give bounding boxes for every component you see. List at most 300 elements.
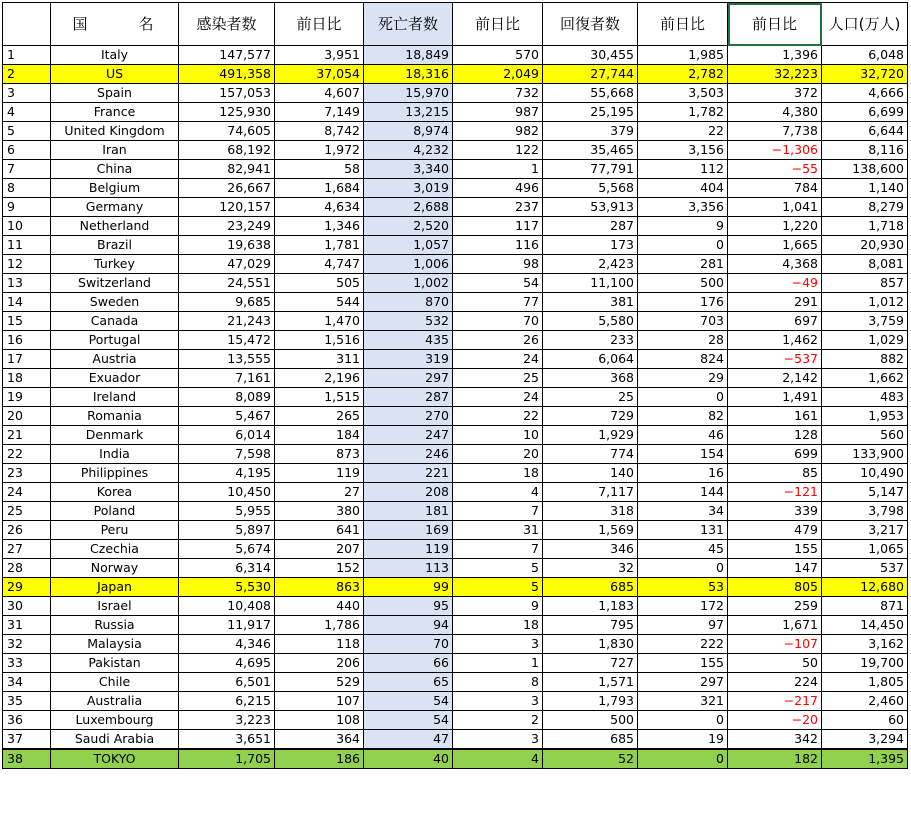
cell-population[interactable]: 3,162 <box>822 635 908 654</box>
cell-recovered[interactable]: 35,465 <box>543 141 638 160</box>
cell-country-name[interactable]: Chile <box>51 673 179 692</box>
cell-recovered[interactable]: 5,580 <box>543 312 638 331</box>
cell-deaths[interactable]: 181 <box>364 502 453 521</box>
cell-row-index[interactable]: 1 <box>3 46 51 65</box>
cell-change[interactable]: 7,738 <box>728 122 822 141</box>
cell-deaths-change[interactable]: 5 <box>453 578 543 597</box>
cell-recovered-change[interactable]: 500 <box>638 274 728 293</box>
cell-population[interactable]: 3,294 <box>822 730 908 750</box>
cell-recovered[interactable]: 1,830 <box>543 635 638 654</box>
cell-change[interactable]: −121 <box>728 483 822 502</box>
cell-deaths[interactable]: 95 <box>364 597 453 616</box>
cell-recovered[interactable]: 7,117 <box>543 483 638 502</box>
cell-recovered-change[interactable]: 703 <box>638 312 728 331</box>
cell-infected-change[interactable]: 863 <box>275 578 364 597</box>
cell-recovered-change[interactable]: 131 <box>638 521 728 540</box>
cell-deaths-change[interactable]: 24 <box>453 350 543 369</box>
cell-change[interactable]: −20 <box>728 711 822 730</box>
cell-infected-change[interactable]: 27 <box>275 483 364 502</box>
cell-infected[interactable]: 6,014 <box>179 426 275 445</box>
cell-population[interactable]: 3,217 <box>822 521 908 540</box>
cell-row-index[interactable]: 30 <box>3 597 51 616</box>
cell-recovered[interactable]: 52 <box>543 749 638 769</box>
cell-recovered-change[interactable]: 53 <box>638 578 728 597</box>
cell-infected[interactable]: 21,243 <box>179 312 275 331</box>
cell-change[interactable]: 784 <box>728 179 822 198</box>
cell-population[interactable]: 60 <box>822 711 908 730</box>
cell-infected-change[interactable]: 641 <box>275 521 364 540</box>
cell-recovered-change[interactable]: 3,156 <box>638 141 728 160</box>
cell-population[interactable]: 2,460 <box>822 692 908 711</box>
cell-deaths-change[interactable]: 4 <box>453 749 543 769</box>
cell-country-name[interactable]: Australia <box>51 692 179 711</box>
header-recovered[interactable]: 回復者数 <box>543 3 638 46</box>
cell-population[interactable]: 3,798 <box>822 502 908 521</box>
cell-infected[interactable]: 157,053 <box>179 84 275 103</box>
header-country-name[interactable]: 国 名 <box>51 3 179 46</box>
cell-infected[interactable]: 5,467 <box>179 407 275 426</box>
cell-row-index[interactable]: 38 <box>3 749 51 769</box>
cell-row-index[interactable]: 16 <box>3 331 51 350</box>
cell-population[interactable]: 8,279 <box>822 198 908 217</box>
cell-deaths-change[interactable]: 496 <box>453 179 543 198</box>
cell-infected[interactable]: 10,450 <box>179 483 275 502</box>
cell-row-index[interactable]: 13 <box>3 274 51 293</box>
cell-population[interactable]: 3,759 <box>822 312 908 331</box>
cell-recovered-change[interactable]: 112 <box>638 160 728 179</box>
cell-recovered-change[interactable]: 172 <box>638 597 728 616</box>
cell-infected-change[interactable]: 380 <box>275 502 364 521</box>
cell-country-name[interactable]: India <box>51 445 179 464</box>
cell-population[interactable]: 6,699 <box>822 103 908 122</box>
cell-row-index[interactable]: 25 <box>3 502 51 521</box>
cell-infected[interactable]: 7,161 <box>179 369 275 388</box>
cell-infected-change[interactable]: 2,196 <box>275 369 364 388</box>
cell-deaths[interactable]: 40 <box>364 749 453 769</box>
cell-country-name[interactable]: Exuador <box>51 369 179 388</box>
cell-row-index[interactable]: 21 <box>3 426 51 445</box>
cell-deaths[interactable]: 66 <box>364 654 453 673</box>
cell-deaths-change[interactable]: 7 <box>453 540 543 559</box>
cell-infected-change[interactable]: 37,054 <box>275 65 364 84</box>
cell-deaths-change[interactable]: 2,049 <box>453 65 543 84</box>
cell-change[interactable]: 128 <box>728 426 822 445</box>
cell-deaths-change[interactable]: 10 <box>453 426 543 445</box>
header-change-selected-cell[interactable]: 前日比 <box>728 3 822 46</box>
cell-deaths-change[interactable]: 987 <box>453 103 543 122</box>
cell-deaths-change[interactable]: 982 <box>453 122 543 141</box>
cell-deaths[interactable]: 119 <box>364 540 453 559</box>
cell-deaths-change[interactable]: 1 <box>453 160 543 179</box>
cell-deaths-change[interactable]: 570 <box>453 46 543 65</box>
cell-deaths-change[interactable]: 31 <box>453 521 543 540</box>
cell-infected-change[interactable]: 119 <box>275 464 364 483</box>
cell-recovered-change[interactable]: 297 <box>638 673 728 692</box>
cell-country-name[interactable]: Israel <box>51 597 179 616</box>
cell-recovered-change[interactable]: 281 <box>638 255 728 274</box>
cell-country-name[interactable]: Spain <box>51 84 179 103</box>
cell-infected[interactable]: 8,089 <box>179 388 275 407</box>
cell-infected[interactable]: 491,358 <box>179 65 275 84</box>
cell-recovered-change[interactable]: 222 <box>638 635 728 654</box>
cell-population[interactable]: 32,720 <box>822 65 908 84</box>
cell-deaths[interactable]: 13,215 <box>364 103 453 122</box>
cell-recovered[interactable]: 173 <box>543 236 638 255</box>
cell-deaths[interactable]: 8,974 <box>364 122 453 141</box>
cell-infected[interactable]: 24,551 <box>179 274 275 293</box>
cell-infected[interactable]: 4,346 <box>179 635 275 654</box>
cell-deaths[interactable]: 1,006 <box>364 255 453 274</box>
cell-recovered[interactable]: 55,668 <box>543 84 638 103</box>
cell-country-name[interactable]: Ireland <box>51 388 179 407</box>
cell-change[interactable]: 85 <box>728 464 822 483</box>
cell-row-index[interactable]: 11 <box>3 236 51 255</box>
cell-infected[interactable]: 147,577 <box>179 46 275 65</box>
cell-change[interactable]: 1,041 <box>728 198 822 217</box>
cell-recovered[interactable]: 368 <box>543 369 638 388</box>
cell-infected-change[interactable]: 311 <box>275 350 364 369</box>
cell-deaths-change[interactable]: 5 <box>453 559 543 578</box>
cell-recovered[interactable]: 30,455 <box>543 46 638 65</box>
cell-infected-change[interactable]: 1,515 <box>275 388 364 407</box>
cell-country-name[interactable]: Brazil <box>51 236 179 255</box>
cell-infected[interactable]: 4,195 <box>179 464 275 483</box>
cell-deaths-change[interactable]: 3 <box>453 692 543 711</box>
cell-recovered-change[interactable]: 824 <box>638 350 728 369</box>
cell-recovered-change[interactable]: 2,782 <box>638 65 728 84</box>
cell-recovered-change[interactable]: 34 <box>638 502 728 521</box>
cell-change[interactable]: 182 <box>728 749 822 769</box>
cell-infected-change[interactable]: 207 <box>275 540 364 559</box>
cell-deaths[interactable]: 99 <box>364 578 453 597</box>
cell-recovered[interactable]: 1,569 <box>543 521 638 540</box>
cell-recovered[interactable]: 27,744 <box>543 65 638 84</box>
cell-recovered[interactable]: 381 <box>543 293 638 312</box>
cell-deaths[interactable]: 2,520 <box>364 217 453 236</box>
header-deaths-change[interactable]: 前日比 <box>453 3 543 46</box>
cell-recovered[interactable]: 500 <box>543 711 638 730</box>
cell-recovered[interactable]: 53,913 <box>543 198 638 217</box>
cell-recovered[interactable]: 1,793 <box>543 692 638 711</box>
cell-recovered-change[interactable]: 19 <box>638 730 728 750</box>
cell-recovered-change[interactable]: 155 <box>638 654 728 673</box>
cell-infected-change[interactable]: 3,951 <box>275 46 364 65</box>
cell-recovered[interactable]: 727 <box>543 654 638 673</box>
cell-recovered-change[interactable]: 1,985 <box>638 46 728 65</box>
cell-deaths[interactable]: 113 <box>364 559 453 578</box>
cell-infected-change[interactable]: 7,149 <box>275 103 364 122</box>
cell-row-index[interactable]: 37 <box>3 730 51 750</box>
cell-population[interactable]: 1,662 <box>822 369 908 388</box>
cell-deaths-change[interactable]: 26 <box>453 331 543 350</box>
cell-infected[interactable]: 11,917 <box>179 616 275 635</box>
cell-deaths-change[interactable]: 9 <box>453 597 543 616</box>
cell-deaths[interactable]: 270 <box>364 407 453 426</box>
cell-deaths[interactable]: 3,019 <box>364 179 453 198</box>
cell-country-name[interactable]: United Kingdom <box>51 122 179 141</box>
cell-country-name[interactable]: Portugal <box>51 331 179 350</box>
cell-country-name[interactable]: Turkey <box>51 255 179 274</box>
cell-country-name[interactable]: Russia <box>51 616 179 635</box>
cell-row-index[interactable]: 18 <box>3 369 51 388</box>
cell-infected-change[interactable]: 118 <box>275 635 364 654</box>
cell-recovered[interactable]: 729 <box>543 407 638 426</box>
cell-deaths-change[interactable]: 2 <box>453 711 543 730</box>
cell-population[interactable]: 6,644 <box>822 122 908 141</box>
cell-row-index[interactable]: 22 <box>3 445 51 464</box>
cell-deaths[interactable]: 4,232 <box>364 141 453 160</box>
header-recovered-change[interactable]: 前日比 <box>638 3 728 46</box>
cell-infected[interactable]: 10,408 <box>179 597 275 616</box>
cell-infected[interactable]: 6,501 <box>179 673 275 692</box>
cell-row-index[interactable]: 17 <box>3 350 51 369</box>
cell-population[interactable]: 1,395 <box>822 749 908 769</box>
cell-infected[interactable]: 26,667 <box>179 179 275 198</box>
cell-infected-change[interactable]: 8,742 <box>275 122 364 141</box>
cell-recovered[interactable]: 77,791 <box>543 160 638 179</box>
header-deaths[interactable]: 死亡者数 <box>364 3 453 46</box>
cell-country-name[interactable]: Peru <box>51 521 179 540</box>
cell-infected-change[interactable]: 4,607 <box>275 84 364 103</box>
cell-country-name[interactable]: France <box>51 103 179 122</box>
cell-row-index[interactable]: 8 <box>3 179 51 198</box>
cell-deaths-change[interactable]: 3 <box>453 730 543 750</box>
cell-infected[interactable]: 82,941 <box>179 160 275 179</box>
cell-population[interactable]: 1,718 <box>822 217 908 236</box>
cell-country-name[interactable]: Denmark <box>51 426 179 445</box>
cell-deaths[interactable]: 435 <box>364 331 453 350</box>
cell-recovered[interactable]: 774 <box>543 445 638 464</box>
cell-recovered-change[interactable]: 154 <box>638 445 728 464</box>
cell-change[interactable]: 32,223 <box>728 65 822 84</box>
cell-country-name[interactable]: Sweden <box>51 293 179 312</box>
cell-recovered-change[interactable]: 0 <box>638 559 728 578</box>
cell-change[interactable]: 699 <box>728 445 822 464</box>
cell-change[interactable]: 1,491 <box>728 388 822 407</box>
header-infected-change[interactable]: 前日比 <box>275 3 364 46</box>
header-infected[interactable]: 感染者数 <box>179 3 275 46</box>
cell-population[interactable]: 8,116 <box>822 141 908 160</box>
cell-deaths[interactable]: 47 <box>364 730 453 750</box>
cell-country-name[interactable]: Czechia <box>51 540 179 559</box>
cell-recovered[interactable]: 795 <box>543 616 638 635</box>
cell-country-name[interactable]: Germany <box>51 198 179 217</box>
cell-change[interactable]: 1,665 <box>728 236 822 255</box>
cell-population[interactable]: 560 <box>822 426 908 445</box>
cell-deaths[interactable]: 2,688 <box>364 198 453 217</box>
cell-country-name[interactable]: Saudi Arabia <box>51 730 179 750</box>
cell-row-index[interactable]: 19 <box>3 388 51 407</box>
cell-deaths[interactable]: 247 <box>364 426 453 445</box>
cell-country-name[interactable]: Philippines <box>51 464 179 483</box>
cell-recovered-change[interactable]: 0 <box>638 388 728 407</box>
cell-infected[interactable]: 19,638 <box>179 236 275 255</box>
cell-row-index[interactable]: 32 <box>3 635 51 654</box>
cell-deaths[interactable]: 54 <box>364 711 453 730</box>
cell-recovered[interactable]: 233 <box>543 331 638 350</box>
cell-recovered[interactable]: 1,571 <box>543 673 638 692</box>
cell-infected[interactable]: 47,029 <box>179 255 275 274</box>
cell-infected-change[interactable]: 1,470 <box>275 312 364 331</box>
cell-country-name[interactable]: Romania <box>51 407 179 426</box>
cell-population[interactable]: 1,140 <box>822 179 908 198</box>
cell-deaths[interactable]: 287 <box>364 388 453 407</box>
cell-recovered[interactable]: 32 <box>543 559 638 578</box>
cell-country-name[interactable]: China <box>51 160 179 179</box>
cell-deaths-change[interactable]: 117 <box>453 217 543 236</box>
cell-recovered[interactable]: 140 <box>543 464 638 483</box>
cell-infected[interactable]: 6,215 <box>179 692 275 711</box>
cell-deaths-change[interactable]: 7 <box>453 502 543 521</box>
cell-row-index[interactable]: 33 <box>3 654 51 673</box>
cell-infected-change[interactable]: 529 <box>275 673 364 692</box>
cell-infected[interactable]: 5,530 <box>179 578 275 597</box>
cell-population[interactable]: 5,147 <box>822 483 908 502</box>
cell-deaths-change[interactable]: 3 <box>453 635 543 654</box>
cell-population[interactable]: 14,450 <box>822 616 908 635</box>
cell-row-index[interactable]: 34 <box>3 673 51 692</box>
cell-infected[interactable]: 1,705 <box>179 749 275 769</box>
cell-change[interactable]: 372 <box>728 84 822 103</box>
cell-change[interactable]: 697 <box>728 312 822 331</box>
cell-population[interactable]: 4,666 <box>822 84 908 103</box>
cell-row-index[interactable]: 5 <box>3 122 51 141</box>
cell-change[interactable]: 259 <box>728 597 822 616</box>
cell-row-index[interactable]: 10 <box>3 217 51 236</box>
cell-infected[interactable]: 5,897 <box>179 521 275 540</box>
cell-recovered[interactable]: 5,568 <box>543 179 638 198</box>
cell-recovered[interactable]: 287 <box>543 217 638 236</box>
cell-infected[interactable]: 23,249 <box>179 217 275 236</box>
cell-deaths[interactable]: 297 <box>364 369 453 388</box>
cell-change[interactable]: 1,396 <box>728 46 822 65</box>
cell-infected-change[interactable]: 58 <box>275 160 364 179</box>
cell-recovered-change[interactable]: 3,503 <box>638 84 728 103</box>
cell-row-index[interactable]: 24 <box>3 483 51 502</box>
cell-population[interactable]: 1,065 <box>822 540 908 559</box>
cell-row-index[interactable]: 29 <box>3 578 51 597</box>
cell-row-index[interactable]: 14 <box>3 293 51 312</box>
cell-change[interactable]: −55 <box>728 160 822 179</box>
cell-recovered-change[interactable]: 1,782 <box>638 103 728 122</box>
cell-deaths[interactable]: 532 <box>364 312 453 331</box>
cell-deaths[interactable]: 18,849 <box>364 46 453 65</box>
cell-change[interactable]: 805 <box>728 578 822 597</box>
cell-recovered-change[interactable]: 0 <box>638 749 728 769</box>
cell-country-name[interactable]: Japan <box>51 578 179 597</box>
cell-infected[interactable]: 120,157 <box>179 198 275 217</box>
cell-recovered[interactable]: 685 <box>543 578 638 597</box>
cell-change[interactable]: −49 <box>728 274 822 293</box>
cell-infected-change[interactable]: 107 <box>275 692 364 711</box>
cell-deaths-change[interactable]: 116 <box>453 236 543 255</box>
cell-infected[interactable]: 3,651 <box>179 730 275 750</box>
cell-deaths[interactable]: 319 <box>364 350 453 369</box>
cell-deaths[interactable]: 18,316 <box>364 65 453 84</box>
cell-infected-change[interactable]: 4,634 <box>275 198 364 217</box>
cell-deaths-change[interactable]: 18 <box>453 464 543 483</box>
cell-change[interactable]: 1,462 <box>728 331 822 350</box>
cell-infected-change[interactable]: 108 <box>275 711 364 730</box>
cell-infected-change[interactable]: 1,346 <box>275 217 364 236</box>
cell-recovered[interactable]: 318 <box>543 502 638 521</box>
cell-infected-change[interactable]: 873 <box>275 445 364 464</box>
cell-deaths-change[interactable]: 98 <box>453 255 543 274</box>
cell-row-index[interactable]: 20 <box>3 407 51 426</box>
cell-country-name[interactable]: Malaysia <box>51 635 179 654</box>
cell-infected[interactable]: 13,555 <box>179 350 275 369</box>
cell-infected-change[interactable]: 1,516 <box>275 331 364 350</box>
cell-row-index[interactable]: 23 <box>3 464 51 483</box>
cell-deaths-change[interactable]: 70 <box>453 312 543 331</box>
cell-change[interactable]: 4,368 <box>728 255 822 274</box>
cell-row-index[interactable]: 15 <box>3 312 51 331</box>
cell-recovered-change[interactable]: 45 <box>638 540 728 559</box>
cell-change[interactable]: 339 <box>728 502 822 521</box>
cell-infected[interactable]: 15,472 <box>179 331 275 350</box>
cell-population[interactable]: 20,930 <box>822 236 908 255</box>
cell-change[interactable]: 4,380 <box>728 103 822 122</box>
cell-deaths-change[interactable]: 24 <box>453 388 543 407</box>
cell-population[interactable]: 537 <box>822 559 908 578</box>
cell-country-name[interactable]: Poland <box>51 502 179 521</box>
cell-population[interactable]: 6,048 <box>822 46 908 65</box>
cell-recovered-change[interactable]: 29 <box>638 369 728 388</box>
cell-recovered-change[interactable]: 176 <box>638 293 728 312</box>
cell-recovered-change[interactable]: 3,356 <box>638 198 728 217</box>
cell-row-index[interactable]: 12 <box>3 255 51 274</box>
cell-deaths-change[interactable]: 237 <box>453 198 543 217</box>
cell-country-name[interactable]: Italy <box>51 46 179 65</box>
cell-infected-change[interactable]: 265 <box>275 407 364 426</box>
cell-recovered[interactable]: 11,100 <box>543 274 638 293</box>
cell-recovered[interactable]: 2,423 <box>543 255 638 274</box>
cell-row-index[interactable]: 31 <box>3 616 51 635</box>
cell-infected-change[interactable]: 544 <box>275 293 364 312</box>
cell-country-name[interactable]: Norway <box>51 559 179 578</box>
cell-population[interactable]: 19,700 <box>822 654 908 673</box>
cell-change[interactable]: −107 <box>728 635 822 654</box>
cell-deaths-change[interactable]: 122 <box>453 141 543 160</box>
cell-recovered-change[interactable]: 82 <box>638 407 728 426</box>
cell-deaths[interactable]: 65 <box>364 673 453 692</box>
cell-deaths-change[interactable]: 732 <box>453 84 543 103</box>
cell-row-index[interactable]: 6 <box>3 141 51 160</box>
cell-recovered-change[interactable]: 0 <box>638 711 728 730</box>
cell-recovered-change[interactable]: 46 <box>638 426 728 445</box>
cell-country-name[interactable]: Belgium <box>51 179 179 198</box>
cell-infected[interactable]: 5,674 <box>179 540 275 559</box>
cell-infected[interactable]: 5,955 <box>179 502 275 521</box>
cell-infected-change[interactable]: 152 <box>275 559 364 578</box>
header-index[interactable] <box>3 3 51 46</box>
cell-country-name[interactable]: Luxembourg <box>51 711 179 730</box>
cell-recovered[interactable]: 346 <box>543 540 638 559</box>
cell-population[interactable]: 10,490 <box>822 464 908 483</box>
cell-infected[interactable]: 3,223 <box>179 711 275 730</box>
cell-change[interactable]: 224 <box>728 673 822 692</box>
cell-recovered-change[interactable]: 321 <box>638 692 728 711</box>
cell-row-index[interactable]: 27 <box>3 540 51 559</box>
cell-infected[interactable]: 125,930 <box>179 103 275 122</box>
cell-row-index[interactable]: 28 <box>3 559 51 578</box>
cell-change[interactable]: −217 <box>728 692 822 711</box>
cell-population[interactable]: 138,600 <box>822 160 908 179</box>
cell-row-index[interactable]: 35 <box>3 692 51 711</box>
cell-change[interactable]: 291 <box>728 293 822 312</box>
cell-deaths-change[interactable]: 77 <box>453 293 543 312</box>
cell-deaths-change[interactable]: 20 <box>453 445 543 464</box>
